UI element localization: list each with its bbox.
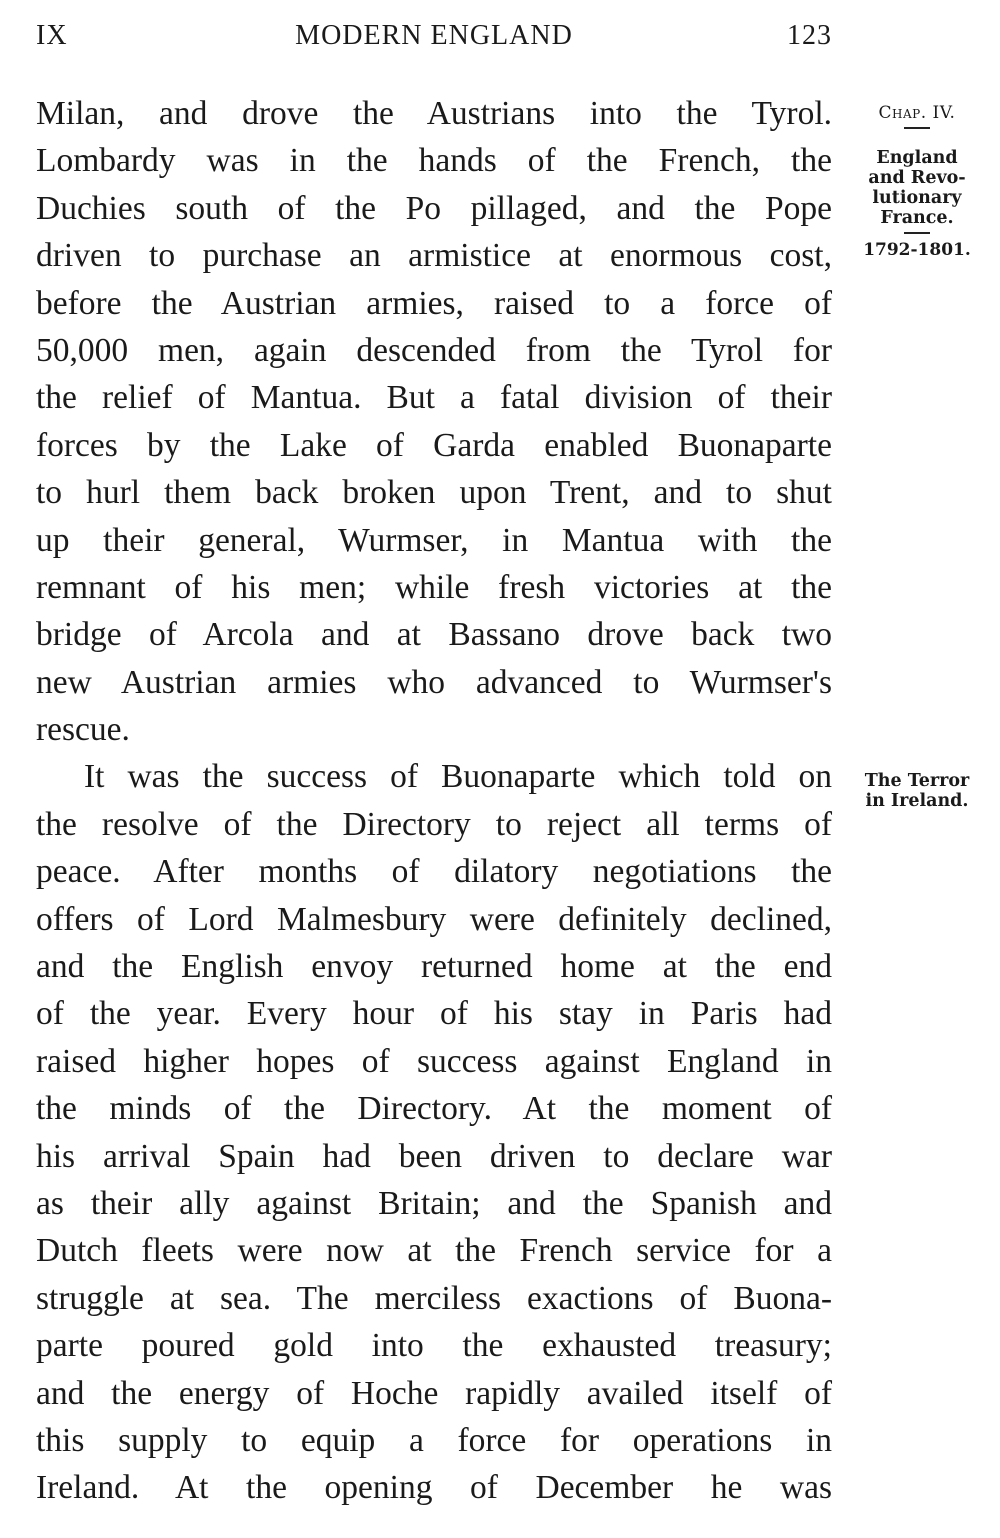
- text-line: Ireland. At the opening of December he was: [36, 1469, 832, 1507]
- text-line: parte poured gold into the exhausted treasury;: [36, 1327, 832, 1365]
- margin-note-line: The Terror: [864, 771, 970, 791]
- text-line: raised higher hopes of success against England in: [36, 1042, 832, 1080]
- text-line: and the energy of Hoche rapidly availed itself of: [36, 1374, 832, 1412]
- text-line: new Austrian armies who advanced to Wurmser's: [36, 663, 832, 701]
- text-line: driven to purchase an armistice at enormous cost,: [36, 237, 832, 275]
- chapter-label: Chap. IV.: [878, 103, 956, 123]
- text-line: Duchies south of the Po pillaged, and the Pope: [36, 189, 832, 227]
- text-line: to hurl them back broken upon Trent, and to shut: [36, 474, 832, 512]
- text-line: remnant of his men; while fresh victories at the: [36, 568, 832, 606]
- margin-note-line: lutionary: [872, 188, 962, 208]
- text-line: before the Austrian armies, raised to a force of: [36, 284, 832, 322]
- text-line: the resolve of the Directory to reject all terms of: [36, 805, 832, 843]
- margin-rule: [904, 127, 930, 129]
- page-number: 123: [787, 20, 832, 51]
- text-line: Lombardy was in the hands of the French, the: [36, 142, 832, 180]
- running-header: [36, 20, 832, 60]
- margin-note-section-1: [852, 148, 982, 260]
- text-line: this supply to equip a force for operations in: [36, 1421, 832, 1459]
- text-line: the minds of the Directory. At the moment of: [36, 1090, 832, 1128]
- text-line: forces by the Lake of Garda enabled Buonaparte: [36, 426, 832, 464]
- text-line: his arrival Spain had been driven to declare war: [36, 1137, 832, 1175]
- text-line: as their ally against Britain; and the Spanish and: [36, 1184, 832, 1222]
- paragraph-2: [36, 753, 832, 1511]
- margin-note-section-2: [852, 771, 982, 811]
- text-line: of the year. Every hour of his stay in Paris had: [36, 995, 832, 1033]
- text-line: Dutch fleets were now at the French service for a: [36, 1232, 832, 1270]
- margin-note-line: and Revo-: [868, 168, 966, 188]
- body-text: [36, 90, 832, 1512]
- margin-note-line: France.: [880, 208, 954, 228]
- text-line: Milan, and drove the Austrians into the Tyrol.: [36, 95, 832, 132]
- text-line: 50,000 men, again descended from the Tyrol for: [36, 331, 832, 369]
- chapter-number: IX: [36, 20, 68, 51]
- text-line: offers of Lord Malmesbury were definitely declined,: [36, 900, 832, 938]
- text-line: bridge of Arcola and at Bassano drove back two: [36, 616, 832, 654]
- text-line: the relief of Mantua. But a fatal division of their: [36, 379, 832, 417]
- margin-note-line: in Ireland.: [865, 791, 969, 811]
- margin-years: 1792-1801.: [863, 240, 971, 260]
- text-line: and the English envoy returned home at the end: [36, 948, 832, 986]
- margin-note-line: England: [876, 148, 958, 168]
- margin-chapter-label: [852, 103, 982, 133]
- text-line: peace. After months of dilatory negotiations the: [36, 853, 832, 891]
- margin-rule: [904, 232, 930, 234]
- running-title: MODERN ENGLAND: [295, 20, 573, 51]
- text-line: struggle at sea. The merciless exactions of Buona-: [36, 1279, 832, 1317]
- paragraph-1: [36, 90, 832, 753]
- text-line: It was the success of Buonaparte which told on: [84, 758, 832, 796]
- text-line: up their general, Wurmser, in Mantua with the: [36, 521, 832, 559]
- text-line: rescue.: [36, 711, 130, 749]
